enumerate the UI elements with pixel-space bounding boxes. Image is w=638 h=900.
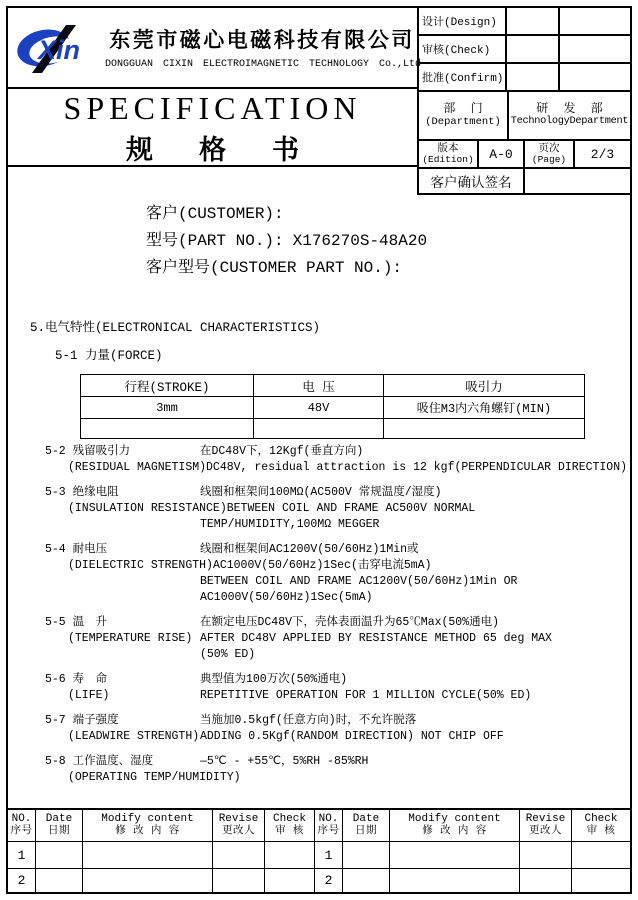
edition-label: 版本 (Edition) xyxy=(419,141,479,167)
force-cell-empty xyxy=(383,418,584,438)
rev-row2-date xyxy=(342,868,389,892)
check-date-cell xyxy=(560,36,630,62)
rev-header-revise: Revise 更改人 xyxy=(519,810,571,841)
title-chinese: 规格书 xyxy=(126,135,345,165)
rev-row1-modify xyxy=(82,841,212,868)
company-name-english: DONGGUAN CIXIN ELECTROIMAGNETIC TECHNOLOGY Co.,Ltd xyxy=(105,59,422,70)
spec-item-insulation-resistance: 5-3 绝缘电阻 线圈和框架间100MΩ(AC500V 常规温度/湿度) (INSULATION RESISTANCE)BETWEEN COIL AND FRAME AC500V NORMAL TEMP/HUMIDITY,100MΩ MEGGER xyxy=(45,486,476,531)
company-name-chinese: 东莞市磁心电磁科技有限公司 xyxy=(109,28,415,52)
rev-row2-revise xyxy=(212,868,264,892)
design-label: 设计(Design) xyxy=(419,8,507,34)
force-header-voltage: 电 压 xyxy=(253,375,383,396)
rev-header-revise: Revise 更改人 xyxy=(212,810,264,841)
confirm-row xyxy=(419,64,630,92)
rev-row2-check xyxy=(571,868,630,892)
force-cell-stroke: 3mm xyxy=(81,396,253,418)
check-row xyxy=(419,36,630,64)
rev-row1-check xyxy=(264,841,314,868)
department-label: 部 门 (Department) xyxy=(419,92,509,139)
rev-row1-date xyxy=(342,841,389,868)
cixin-logo-icon xyxy=(14,21,104,77)
design-sign-cell xyxy=(507,8,560,34)
rev-row2-no: 2 xyxy=(314,868,342,892)
design-date-cell xyxy=(560,8,630,34)
force-header-stroke: 行程(STROKE) xyxy=(124,380,210,395)
page-value: 2/3 xyxy=(590,146,615,162)
force-table xyxy=(80,374,585,439)
rev-header-check: Check 审 核 xyxy=(264,810,314,841)
spec-item-residual-magnetism: 5-2 残留吸引力 在DC48V下，12Kgf(垂直方向) (RESIDUAL MAGNETISM)DC48V, residual attraction is 12 kgf(PERPENDICULAR DIRECTION) xyxy=(45,445,627,474)
spec-item-list xyxy=(45,444,631,795)
rev-row2-modify xyxy=(82,868,212,892)
customer-sign-label: 客户确认签名 xyxy=(419,169,525,193)
rev-row1-date xyxy=(35,841,82,868)
spec-item-dielectric-strength: 5-4 耐电压 线圈和框架间AC1200V(50/60Hz)1Min或 (DIELECTRIC STRENGTH)AC1000V(50/60Hz)1Sec(击穿电流5mA) BETWEEN COIL AND FRAME AC1200V(50/60Hz)1Min OR AC1000V(50/60Hz)1Sec(5mA) xyxy=(45,543,518,604)
title-specification: SPECIFICATION xyxy=(63,90,362,126)
rev-row1-check xyxy=(571,841,630,868)
customer-part-no-line: 客户型号(CUSTOMER PART NO.): xyxy=(146,259,403,277)
rev-row2-modify xyxy=(389,868,519,892)
signoff-table xyxy=(417,8,630,195)
section-title: 5.电气特性(ELECTRONICAL CHARACTERISTICS) xyxy=(30,321,321,335)
page-label: 页次 (Page) xyxy=(525,141,575,167)
rev-header-no: NO. 序号 xyxy=(10,812,33,838)
department-value: 研 发 部 TechnologyDepartment xyxy=(510,101,629,128)
force-header-attraction: 吸引力 xyxy=(383,375,584,396)
edition-page-row xyxy=(419,141,630,169)
department-row xyxy=(419,92,630,141)
company-header xyxy=(8,8,422,89)
customer-line: 客户(CUSTOMER): xyxy=(146,205,284,223)
check-sign-cell xyxy=(507,36,560,62)
rev-row1-modify xyxy=(389,841,519,868)
rev-row1-revise xyxy=(519,841,571,868)
force-cell-empty xyxy=(253,418,383,438)
force-subtitle: 5-1 力量(FORCE) xyxy=(55,349,163,363)
rev-row1-revise xyxy=(212,841,264,868)
rev-row1-no: 1 xyxy=(8,841,35,868)
rev-row2-check xyxy=(264,868,314,892)
rev-header-date: Date 日期 xyxy=(35,810,82,841)
confirm-date-cell xyxy=(560,64,630,90)
rev-row1-no: 1 xyxy=(314,841,342,868)
spec-item-leadwire-strength: 5-7 端子强度 当施加0.5kgf(任意方向)时，不允许脱落 (LEADWIRE STRENGTH)ADDING 0.5Kgf(RANDOM DIRECTION) NOT CHIP OFF xyxy=(45,714,504,743)
svg-text:Xin: Xin xyxy=(38,35,81,65)
rev-header-no: NO. 序号 xyxy=(314,810,342,841)
design-row xyxy=(419,8,630,36)
force-cell-voltage: 48V xyxy=(253,396,383,418)
rev-header-modify: Modify content 修 改 内 容 xyxy=(389,810,519,841)
customer-sign-row xyxy=(419,169,630,193)
spec-item-operating-temp-humidity: 5-8 工作温度、湿度 —5℃ - +55℃，5%RH -85%RH (OPERATING TEMP/HUMIDITY) xyxy=(45,755,369,784)
edition-value: A-0 xyxy=(479,141,525,167)
rev-header-date: Date 日期 xyxy=(342,810,389,841)
rev-row2-revise xyxy=(519,868,571,892)
confirm-label: 批准(Confirm) xyxy=(419,64,507,90)
confirm-sign-cell xyxy=(507,64,560,90)
spec-item-life: 5-6 寿 命 典型值为100万次(50%通电) (LIFE) REPETITIVE OPERATION FOR 1 MILLION CYCLE(50% ED) xyxy=(45,673,532,702)
force-cell-empty xyxy=(81,418,253,438)
revision-table xyxy=(8,808,630,892)
spec-item-temperature-rise: 5-5 温 升 在额定电压DC48V下，壳体表面温升为65℃Max(50%通电) (TEMPERATURE RISE) AFTER DC48V APPLIED BY RESISTANCE METHOD 65 deg MAX (50% ED) xyxy=(45,616,552,661)
rev-row2-no: 2 xyxy=(8,868,35,892)
part-no-line xyxy=(146,228,427,255)
part-no-value: X176270S-48A20 xyxy=(292,232,428,250)
customer-info xyxy=(146,201,427,282)
rev-header-modify: Modify content 修 改 内 容 xyxy=(82,810,212,841)
customer-sign-cell xyxy=(525,169,630,193)
part-no-label: 型号(PART NO.): xyxy=(146,232,284,250)
rev-row2-date xyxy=(35,868,82,892)
check-label: 审核(Check) xyxy=(419,36,507,62)
document-title-block xyxy=(8,87,417,167)
company-names xyxy=(105,24,422,70)
force-cell-attraction: 吸住M3内六角螺钉(MIN) xyxy=(383,396,584,418)
rev-header-check: Check 审 核 xyxy=(571,810,630,841)
